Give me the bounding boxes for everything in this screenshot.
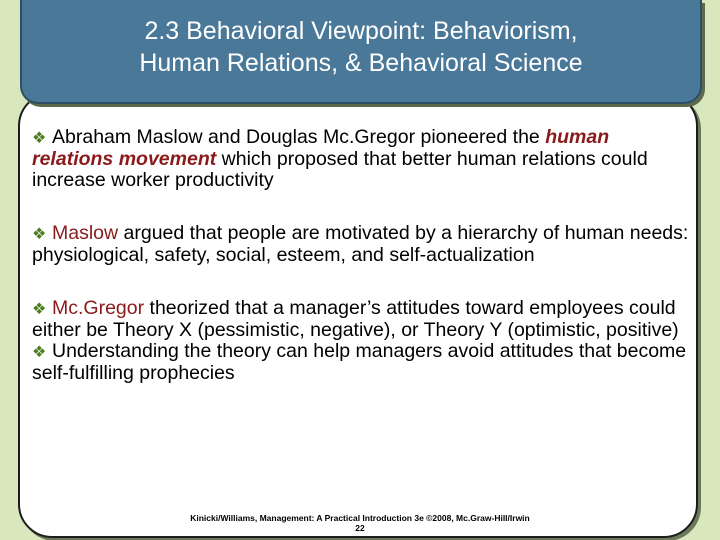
bullet-item-maslow [32, 223, 694, 266]
title-bar [20, 0, 702, 104]
highlight-term: Mc.Gregor [52, 297, 145, 319]
highlight-term: Maslow [52, 222, 119, 244]
slide-title [129, 15, 592, 79]
bullet-text: Understanding the theory can help managers avoid attitudes that become self-fulfilling prophecies [32, 340, 687, 384]
bullet-item-maslow-mcgregor [32, 127, 694, 191]
bullet-list [32, 127, 694, 384]
bullet-text: argued that people are motivated by a hierarchy of human needs: physiological, safety, social, esteem, and self-actualization [32, 222, 689, 266]
bullet-item-mcgregor [32, 298, 694, 341]
bullet-item-understanding [32, 341, 694, 384]
bullet-text: which proposed that better human relations could increase worker productivity [32, 148, 648, 191]
diamond-bullet-icon: ❖ [32, 301, 47, 318]
bullet-text: theorized that a manager’s attitudes toward employees could either be Theory X (pessimistic, negative), or Theory Y (optimistic, positive) [32, 297, 679, 341]
diamond-bullet-icon: ❖ [32, 130, 47, 147]
footer [120, 513, 600, 533]
page-number: 22 [355, 523, 365, 533]
slide-title-line-1: 2.3 Behavioral Viewpoint: Behaviorism, [144, 17, 578, 45]
slide-title-line-2: Human Relations, & Behavioral Science [139, 49, 583, 77]
highlight-term: human relations movement [32, 126, 610, 170]
bullet-text: Abraham Maslow and Douglas Mc.Gregor pioneered the [52, 126, 540, 148]
diamond-bullet-icon: ❖ [32, 226, 47, 243]
diamond-bullet-icon: ❖ [32, 344, 47, 361]
footer-citation: Kinicki/Williams, Management: A Practical Introduction 3e ©2008, Mc.Graw-Hill/Irwin [190, 513, 530, 523]
